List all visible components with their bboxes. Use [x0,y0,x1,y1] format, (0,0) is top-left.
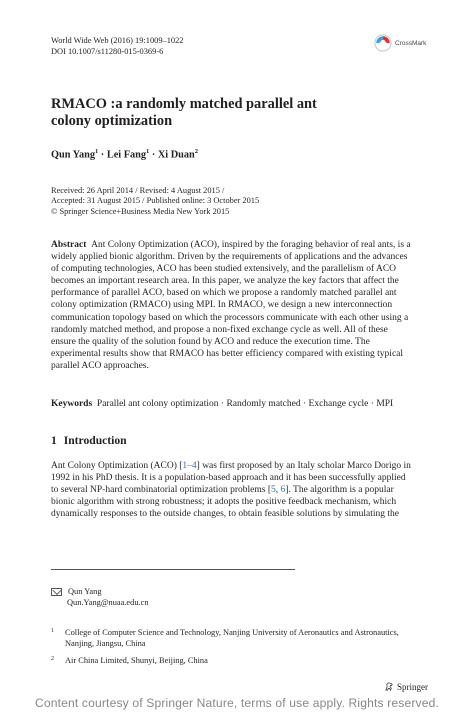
author-name[interactable]: Lei Fang [106,149,147,161]
crossmark-icon [374,34,392,52]
citation-link[interactable]: 1–4 [182,461,197,471]
affiliation-number: 2 [51,656,54,662]
abstract [51,239,423,372]
affiliation [51,628,423,649]
abstract-line: parallel ACO approaches. [51,360,149,371]
footnote-divider [51,569,295,570]
keyword-separator: · [368,399,377,409]
affiliation-mark: 2 [194,148,199,155]
abstract-line: of computing technologies, ACO has been studied extensively, and the parallelism of ACO [51,264,397,275]
publisher-name: Springer [397,681,428,692]
author-separator: · [149,149,158,161]
author-list [51,148,198,160]
keyword: Randomly matched [226,399,301,409]
body-line: 1992 in his PhD thesis. It is a population-based approach and it has been successfully applied [51,473,406,484]
corresponding-email[interactable]: Qun.Yang@nuaa.edu.cn [67,598,149,607]
author-name[interactable]: Qun Yang [51,149,95,161]
abstract-line: communication topology based on which the processors communicate with each other using a [51,312,409,323]
citation-link[interactable]: 5 [271,485,276,496]
publisher-logo [384,681,428,692]
body-line: dynamically responses to the outside changes, to obtain feasible solutions by simulating the [51,509,400,520]
body-line: Ant Colony Optimization (ACO) [1–4] was first proposed by an Italy scholar Marco Dorigo in [51,461,411,471]
abstract-line: performance of parallel ACO, based on which we propose a randomly matched parallel ant [51,288,397,299]
abstract-line: ensure the quality of the solution found by ACO and reduce the execution time. The [51,336,370,347]
affiliation-mark: 1 [94,148,99,155]
author-separator: · [98,149,107,161]
title-line-1: RMACO :a randomly matched parallel ant [51,96,317,112]
crossmark-badge[interactable] [374,34,426,52]
abstract-line: becomes an important research area. In this paper, we analyze the key factors that affect the [51,276,399,287]
keyword: MPI [376,399,394,409]
affiliation-text: Nanjing, Jiangsu, China [65,638,146,648]
publication-dates [51,186,259,217]
springer-horse-icon [384,681,395,692]
title-line-2: colony optimization [51,113,173,129]
keyword-separator: · [218,399,227,409]
affiliation-text: Air China Limited, Shunyi, Beijing, China [65,656,208,665]
keywords-label: Keywords [51,399,93,409]
abstract-line: widely applied bionic algorithm. Driven by the requirements of applications and the advances [51,252,408,263]
abstract-line: colony optimization (RMACO) using MPI. In RMACO, we design a new interconnection [51,300,393,311]
citation-link[interactable]: 6 [280,485,286,496]
article-title [51,96,431,130]
journal-citation [51,36,183,57]
abstract-line: experimental results show that RMACO has better efficiency compared with existing typical [51,348,404,359]
crossmark-label: CrossMark [395,39,427,47]
affiliation-number: 1 [51,628,54,634]
keyword: Exchange cycle [308,399,369,409]
section-title: Introduction [63,434,127,447]
body-line: to several NP-hard combinatorial optimization problems [5, 6]. The algorithm is a popular [51,485,394,496]
courtesy-notice: Content courtesy of Springer Nature, terms of use apply. Rights reserved. [35,696,439,710]
body-line: bionic algorithm with strong robustness; it adopts the positive feedback mechanism, which [51,497,397,508]
envelope-icon [51,588,62,596]
abstract-line: Abstract Ant Colony Optimization (ACO), inspired by the foraging behavior of real ants, is a [51,240,411,250]
abstract-line: randomly matched method, and propose a non-fixed exchange cycle as well. All of these [51,324,388,335]
corresponding-author [51,586,149,608]
dates-line: Received: 26 April 2014 / Revised: 4 August 2015 / [51,186,225,195]
intro-paragraph [51,460,423,520]
keyword: Parallel ant colony optimization [96,399,219,409]
affiliation-text: College of Computer Science and Technology, Nanjing University of Aeronautics and Astronautics, [65,628,399,637]
corresponding-name: Qun Yang [68,587,102,596]
copyright-line: © Springer Science+Business Media New York 2015 [51,206,230,216]
affiliation-mark: 1 [146,148,150,155]
keyword-separator: · [300,399,309,409]
journal-line: World Wide Web (2016) 19:1009–1022 [51,36,184,45]
doi: DOI 10.1007/s11280-015-0369-6 [51,46,164,56]
section-number: 1 [51,434,57,447]
abstract-label: Abstract [51,240,87,250]
keywords [51,398,423,410]
affiliation [51,656,423,667]
dates-line: Accepted: 31 August 2015 / Published online: 3 October 2015 [51,196,260,206]
section-heading [51,434,127,447]
author-name[interactable]: Xi Duan [157,149,195,161]
